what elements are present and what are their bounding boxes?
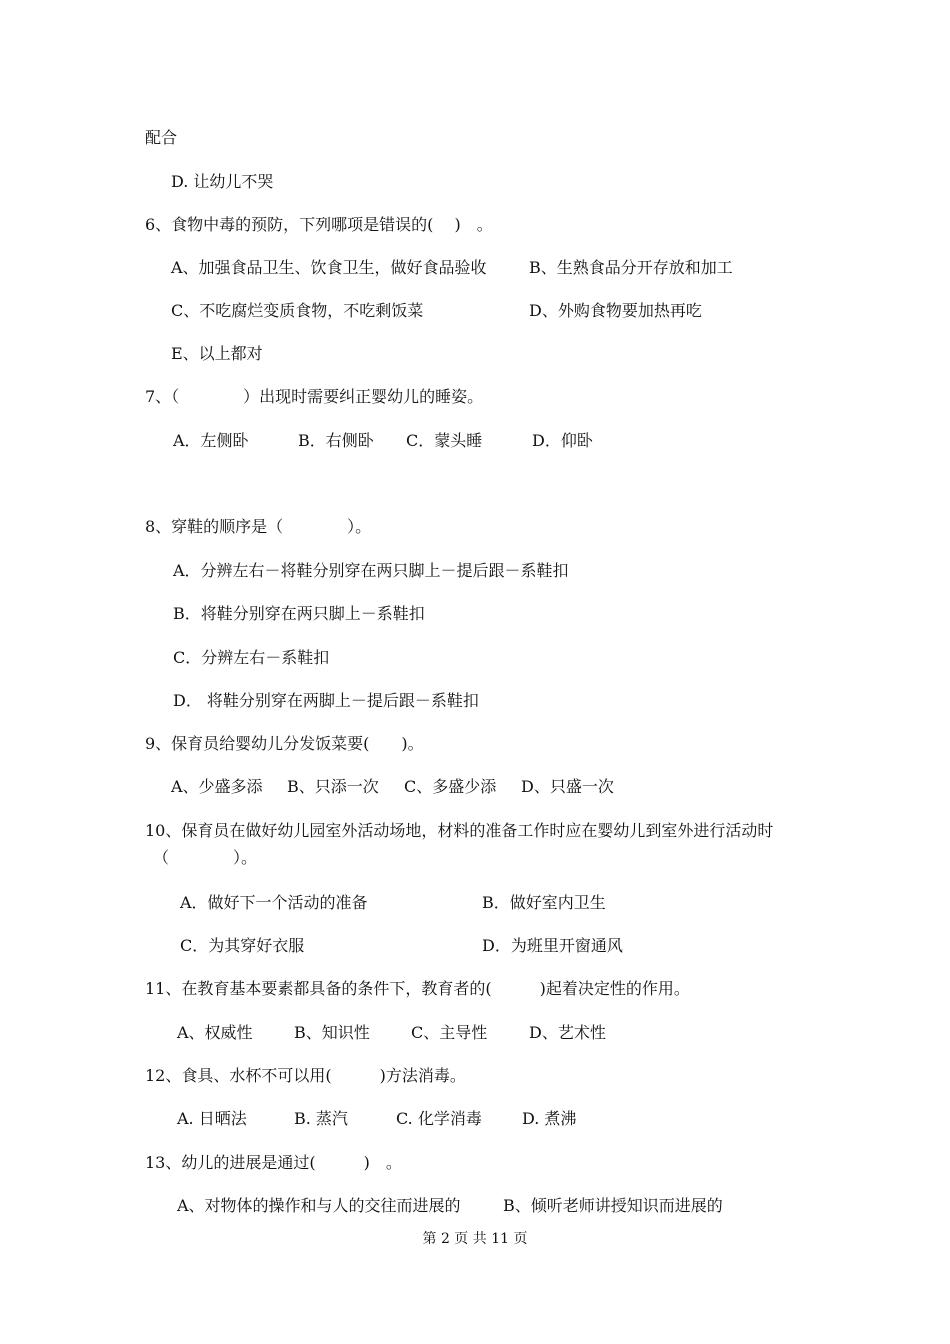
q10-option-a: A．做好下一个活动的准备 xyxy=(180,893,368,912)
q7-option-b: B．右侧卧 xyxy=(298,431,374,450)
q8-option-b: B．将鞋分别穿在两只脚上－系鞋扣 xyxy=(173,604,425,623)
option-d: D. 让幼儿不哭 xyxy=(171,172,274,191)
q12-option-b: B. 蒸汽 xyxy=(294,1109,348,1128)
continued-option-text: 配合 xyxy=(145,128,178,147)
question-12: 12、食具、水杯不可以用( )方法消毒。 xyxy=(145,1066,466,1085)
q11-option-d: D、艺术性 xyxy=(529,1023,606,1042)
page-number-footer: 第 2 页 共 11 页 xyxy=(422,1231,528,1247)
q9-option-d: D、只盛一次 xyxy=(521,777,614,796)
q11-option-a: A、权威性 xyxy=(177,1023,253,1042)
question-7: 7、（ ）出现时需要纠正婴幼儿的睡姿。 xyxy=(145,387,484,406)
q10-option-c: C．为其穿好衣服 xyxy=(180,936,305,955)
q11-option-c: C、主导性 xyxy=(411,1023,488,1042)
q13-option-b: B、倾听老师讲授知识而进展的 xyxy=(503,1196,723,1215)
q9-option-c: C、多盛少添 xyxy=(404,777,497,796)
q9-option-a: A、少盛多添 xyxy=(171,777,263,796)
q11-option-b: B、知识性 xyxy=(294,1023,370,1042)
q12-option-a: A. 日晒法 xyxy=(177,1109,247,1128)
q8-option-a: A．分辨左右－将鞋分别穿在两只脚上－提后跟－系鞋扣 xyxy=(173,561,569,580)
question-6: 6、食物中毒的预防，下列哪项是错误的( ) 。 xyxy=(145,215,493,234)
question-9: 9、保育员给婴幼儿分发饭菜要( )。 xyxy=(145,734,424,753)
q13-option-a: A、对物体的操作和与人的交往而进展的 xyxy=(177,1196,461,1215)
question-13: 13、幼儿的进展是通过( ) 。 xyxy=(145,1153,402,1172)
question-10: 10、保育员在做好幼儿园室外活动场地，材料的准备工作时应在婴幼儿到室外进行活动时 xyxy=(145,821,774,840)
q8-option-c: C．分辨左右－系鞋扣 xyxy=(173,648,330,667)
question-11: 11、在教育基本要素都具备的条件下，教育者的( )起着决定性的作用。 xyxy=(145,979,690,998)
q6-option-c: C、不吃腐烂变质食物，不吃剩饭菜 xyxy=(171,301,424,320)
q10-option-b: B．做好室内卫生 xyxy=(482,893,606,912)
q8-option-d: D． 将鞋分别穿在两脚上－提后跟－系鞋扣 xyxy=(173,691,479,710)
question-10-continued: （ ）。 xyxy=(153,848,258,867)
q7-option-d: D．仰卧 xyxy=(532,431,593,450)
q7-option-a: A．左侧卧 xyxy=(173,431,249,450)
q12-option-c: C. 化学消毒 xyxy=(396,1109,482,1128)
q12-option-d: D. 煮沸 xyxy=(522,1109,577,1128)
q6-option-d: D、外购食物要加热再吃 xyxy=(529,301,702,320)
q9-option-b: B、只添一次 xyxy=(287,777,379,796)
q10-option-d: D．为班里开窗通风 xyxy=(482,936,623,955)
question-8: 8、穿鞋的顺序是（ ）。 xyxy=(145,517,372,536)
q6-option-a: A、加强食品卫生、饮食卫生，做好食品验收 xyxy=(171,258,487,277)
q7-option-c: C．蒙头睡 xyxy=(406,431,483,450)
q6-option-b: B、生熟食品分开存放和加工 xyxy=(529,258,733,277)
q6-option-e: E、以上都对 xyxy=(171,344,263,363)
